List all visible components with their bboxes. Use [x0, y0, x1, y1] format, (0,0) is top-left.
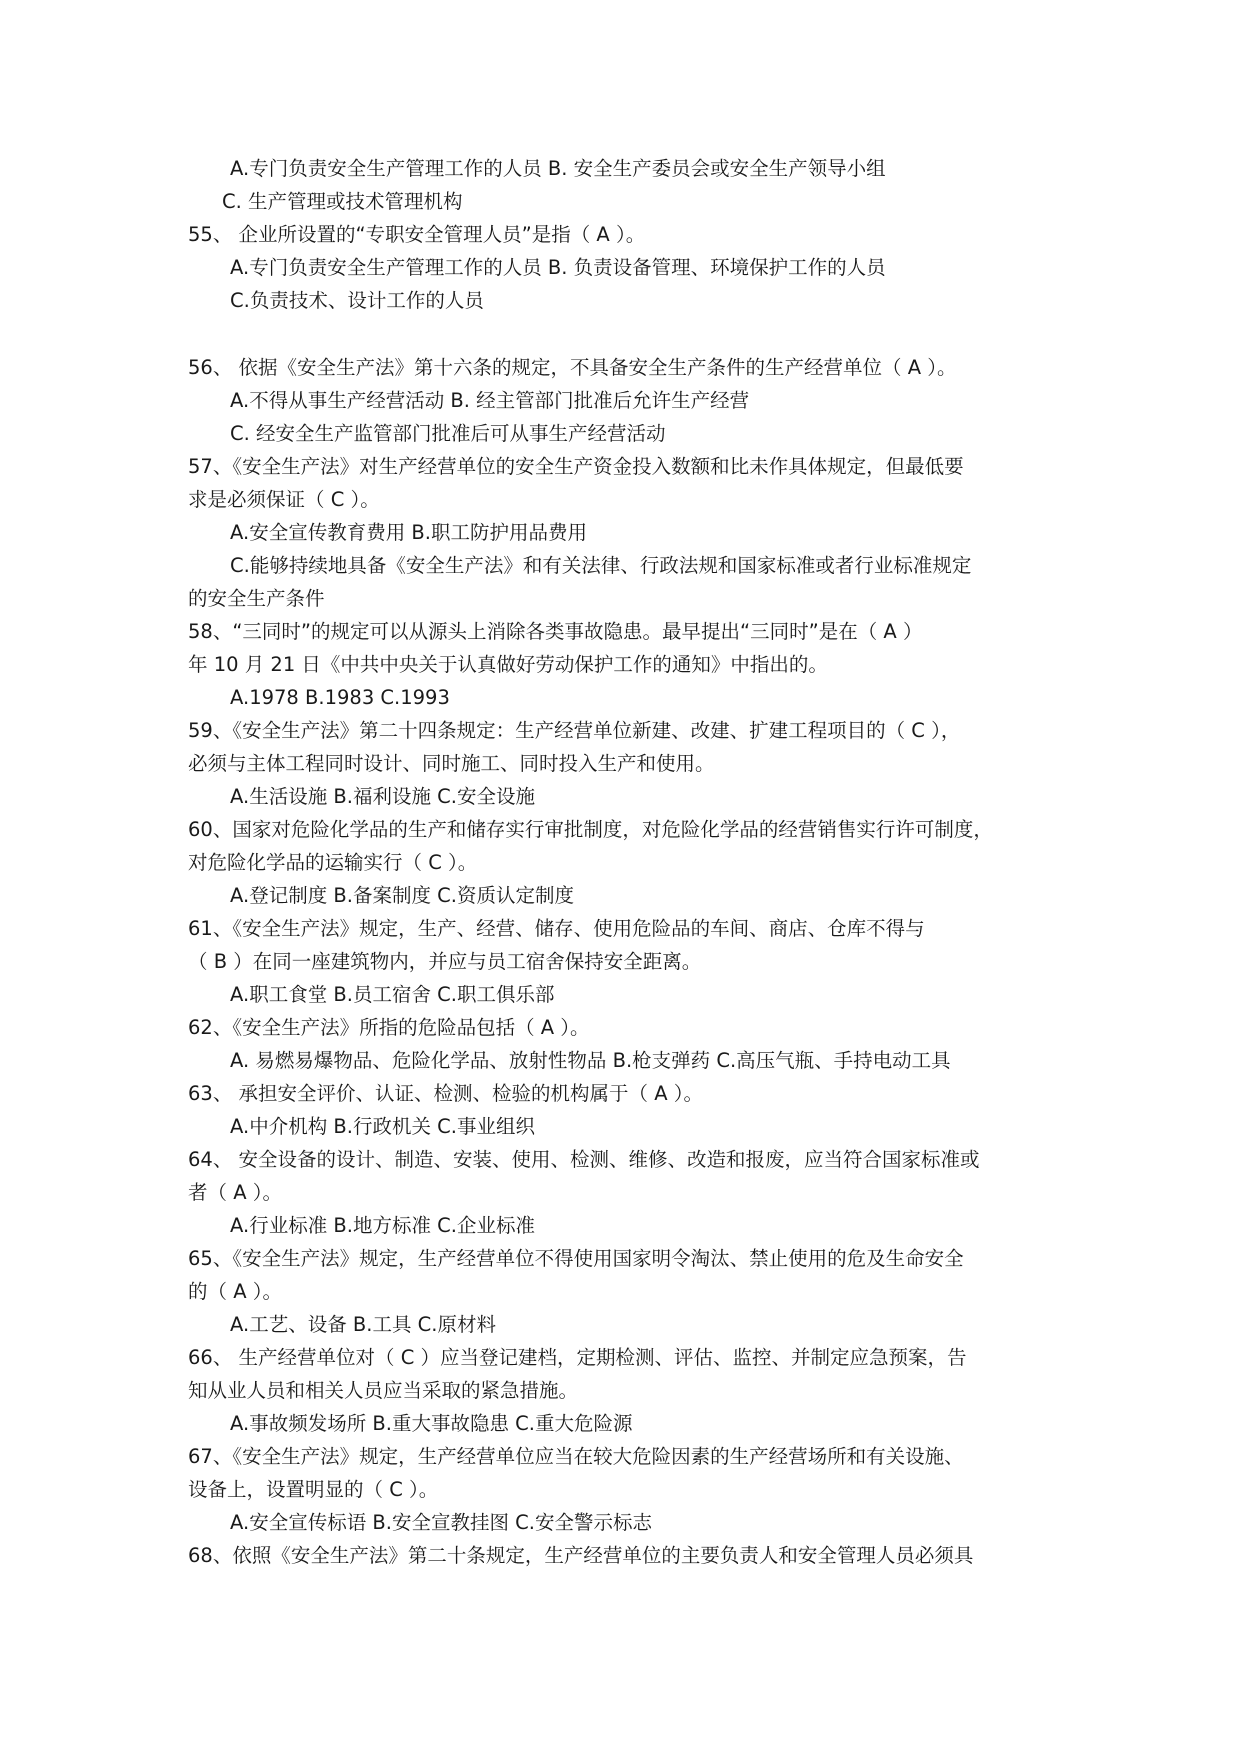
continuation-line: 年 10 月 21 日《中共中央关于认真做好劳动保护工作的通知》中指出的。: [188, 653, 828, 676]
option-line: A.安全宣传标语 B.安全宣教挂图 C.安全警示标志: [230, 1511, 652, 1534]
continuation-line: 者（ A ）。: [188, 1181, 282, 1204]
option-line: A.职工食堂 B.员工宿舍 C.职工俱乐部: [230, 983, 555, 1006]
question-line: 58、“三同时”的规定可以从源头上消除各类事故隐患。最早提出“三同时”是在（ A ）: [188, 620, 923, 643]
option-line: A.中介机构 B.行政机关 C.事业组织: [230, 1115, 535, 1138]
option-line: A.事故频发场所 B.重大事故隐患 C.重大危险源: [230, 1412, 633, 1435]
option-line: A.专门负责安全生产管理工作的人员 B. 安全生产委员会或安全生产领导小组: [230, 157, 886, 180]
question-line: 56、 依据《安全生产法》第十六条的规定，不具备安全生产条件的生产经营单位（ A ）。: [188, 356, 957, 379]
question-line: 64、 安全设备的设计、制造、安装、使用、检测、维修、改造和报废，应当符合国家标准或: [188, 1148, 980, 1171]
question-line: 67、《安全生产法》规定，生产经营单位应当在较大危险因素的生产经营场所和有关设施、: [188, 1445, 964, 1468]
option-line: A.生活设施 B.福利设施 C.安全设施: [230, 785, 535, 808]
option-line: A.安全宣传教育费用 B.职工防护用品费用: [230, 521, 587, 544]
question-line: 63、 承担安全评价、认证、检测、检验的机构属于（ A ）。: [188, 1082, 703, 1105]
option-line: A.行业标准 B.地方标准 C.企业标准: [230, 1214, 535, 1237]
question-line: 65、《安全生产法》规定，生产经营单位不得使用国家明令淘汰、禁止使用的危及生命安全: [188, 1247, 964, 1270]
option-line: A.登记制度 B.备案制度 C.资质认定制度: [230, 884, 574, 907]
question-line: 61、《安全生产法》规定，生产、经营、储存、使用危险品的车间、商店、仓库不得与: [188, 917, 925, 940]
question-line: 68、依照《安全生产法》第二十条规定，生产经营单位的主要负责人和安全管理人员必须具: [188, 1544, 974, 1567]
question-line: 57、《安全生产法》对生产经营单位的安全生产资金投入数额和比未作具体规定，但最低要: [188, 455, 964, 478]
question-line: 55、 企业所设置的“专职安全管理人员”是指（ A ）。: [188, 223, 646, 246]
question-line: 59、《安全生产法》第二十四条规定：生产经营单位新建、改建、扩建工程项目的（ C ），: [188, 719, 961, 742]
continuation-line: 求是必须保证（ C ）。: [188, 488, 380, 511]
continuation-line: 的安全生产条件: [188, 587, 325, 610]
continuation-line: 对危险化学品的运输实行（ C ）。: [188, 851, 478, 874]
option-line: A. 易燃易爆物品、危险化学品、放射性物品 B.枪支弹药 C.高压气瓶、手持电动工具: [230, 1049, 951, 1072]
continuation-line: 必须与主体工程同时设计、同时施工、同时投入生产和使用。: [188, 752, 715, 775]
question-line: 66、 生产经营单位对（ C ）应当登记建档，定期检测、评估、监控、并制定应急预案，告: [188, 1346, 967, 1369]
continuation-line: 知从业人员和相关人员应当采取的紧急措施。: [188, 1379, 579, 1402]
question-line: 60、国家对危险化学品的生产和储存实行审批制度，对危险化学品的经营销售实行许可制度，: [188, 818, 993, 841]
option-line: C. 生产管理或技术管理机构: [222, 190, 463, 213]
continuation-line: 设备上，设置明显的（ C ）。: [188, 1478, 439, 1501]
option-line: A.不得从事生产经营活动 B. 经主管部门批准后允许生产经营: [230, 389, 750, 412]
continuation-line: 的（ A ）。: [188, 1280, 282, 1303]
option-line: A.工艺、设备 B.工具 C.原材料: [230, 1313, 496, 1336]
continuation-line: （ B ）在同一座建筑物内，并应与员工宿舍保持安全距离。: [188, 950, 702, 973]
question-line: 62、《安全生产法》所指的危险品包括（ A ）。: [188, 1016, 590, 1039]
option-line: C.负责技术、设计工作的人员: [230, 289, 484, 312]
option-line: C.能够持续地具备《安全生产法》和有关法律、行政法规和国家标准或者行业标准规定: [230, 554, 972, 577]
option-line: C. 经安全生产监管部门批准后可从事生产经营活动: [230, 422, 666, 445]
option-line: A.1978 B.1983 C.1993: [230, 686, 450, 709]
option-line: A.专门负责安全生产管理工作的人员 B. 负责设备管理、环境保护工作的人员: [230, 256, 886, 279]
